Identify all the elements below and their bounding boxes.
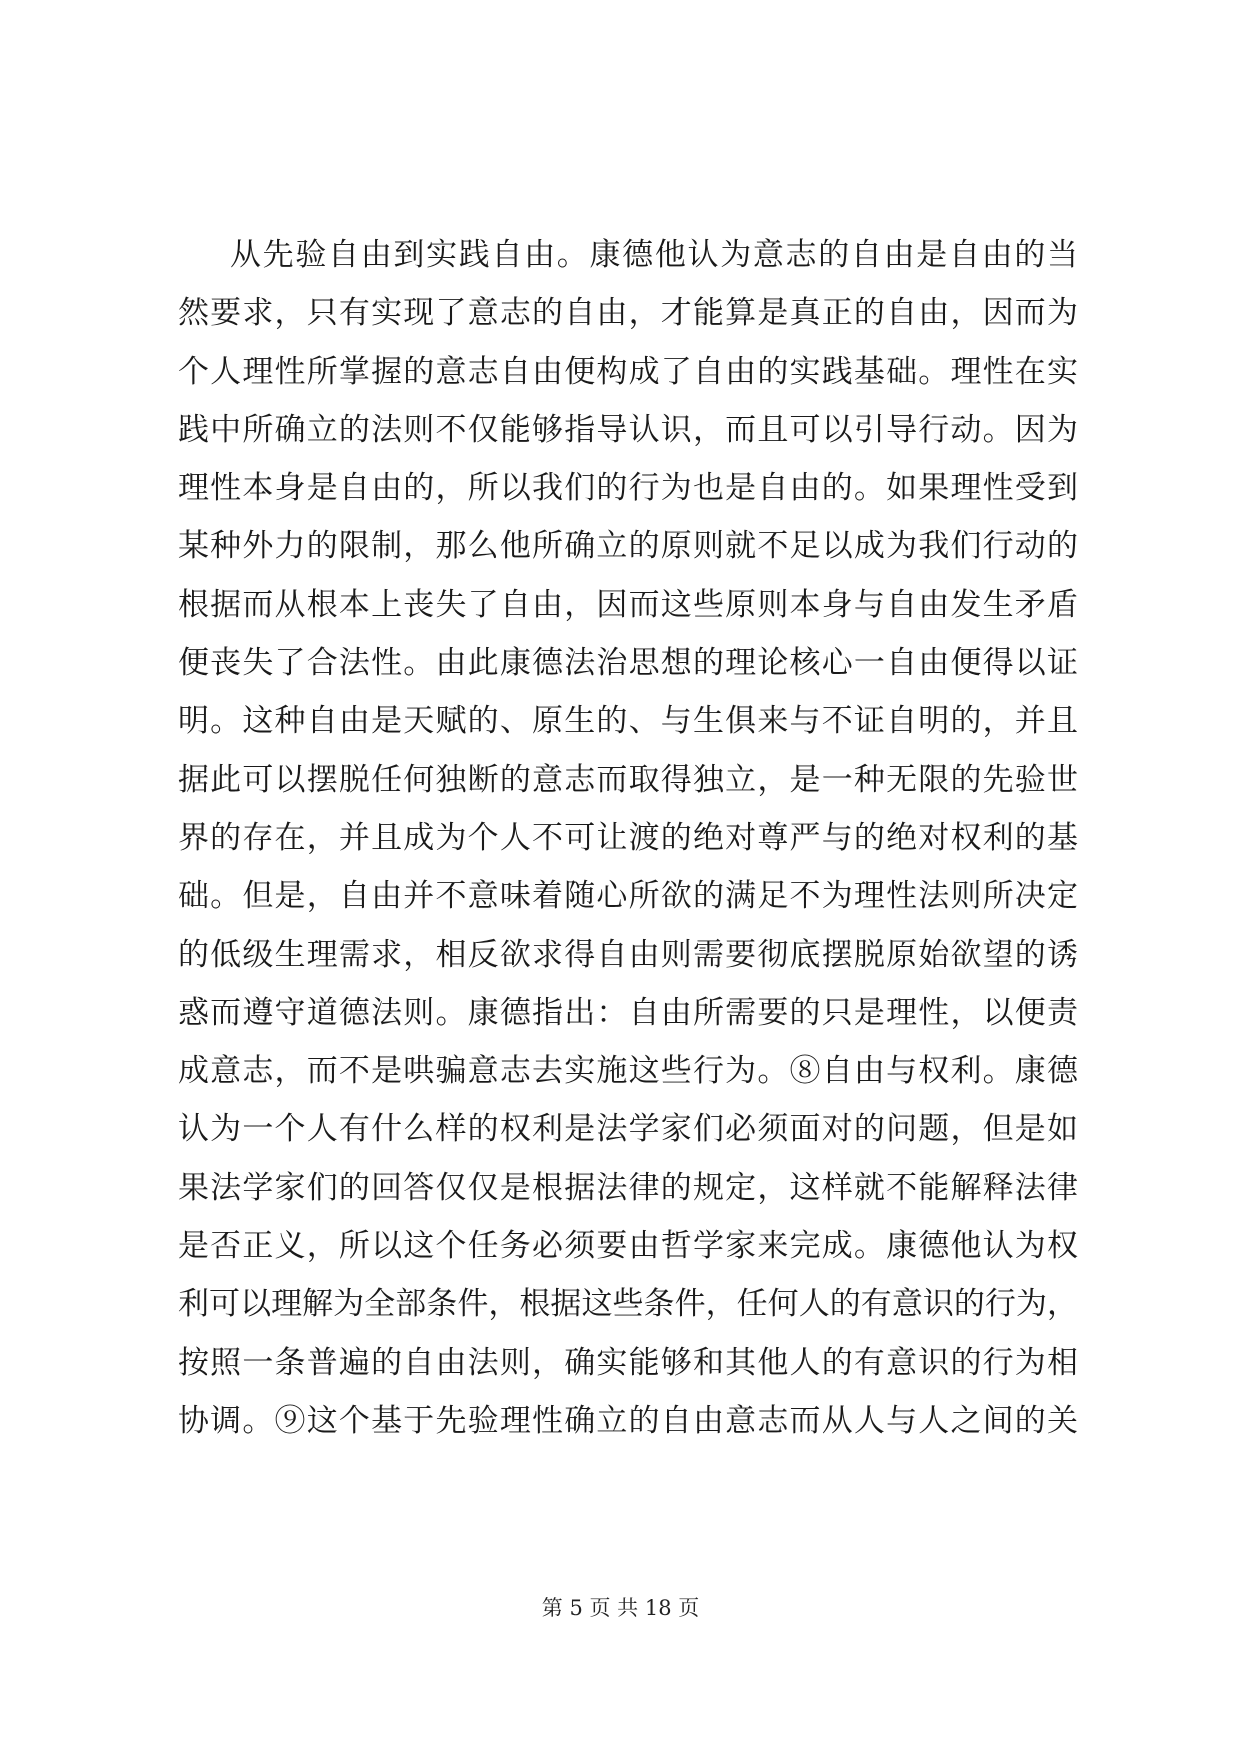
text-line: 按照一条普遍的自由法则，确实能够和其他人的有意识的行为相 [178,1344,1078,1381]
text-line: 个人理性所掌握的意志自由便构成了自由的实践基础。理性在实 [178,353,1078,390]
text-line: 认为一个人有什么样的权利是法学家们必须面对的问题，但是如 [178,1111,1078,1148]
text-line: 践中所确立的法则不仅能够指导认识，而且可以引导行动。因为 [178,411,1078,448]
text-line: 从先验自由到实践自由。康德他认为意志的自由是自由的当 [230,237,1078,273]
text-line: 明。这种自由是天赋的、原生的、与生俱来与不证自明的，并且 [178,703,1078,740]
text-line: 础。但是，自由并不意味着随心所欲的满足不为理性法则所决定 [178,878,1078,915]
text-line: 某种外力的限制，那么他所确立的原则就不足以成为我们行动的 [178,528,1078,565]
text-line: 理性本身是自由的，所以我们的行为也是自由的。如果理性受到 [178,470,1078,507]
text-line: 的低级生理需求，相反欲求得自由则需要彻底摆脱原始欲望的诱 [178,936,1078,973]
text-line: 果法学家们的回答仅仅是根据法律的规定，这样就不能解释法律 [178,1169,1078,1206]
text-line: 界的存在，并且成为个人不可让渡的绝对尊严与的绝对权利的基 [178,819,1078,856]
text-line: 利可以理解为全部条件，根据这些条件，任何人的有意识的行为， [178,1286,1078,1323]
text-line: 成意志，而不是哄骗意志去实施这些行为。⑧自由与权利。康德 [178,1053,1078,1090]
text-line: 然要求，只有实现了意志的自由，才能算是真正的自由，因而为 [178,295,1078,332]
text-line: 惑而遵守道德法则。康德指出：自由所需要的只是理性，以便责 [178,994,1078,1031]
text-line: 根据而从根本上丧失了自由，因而这些原则本身与自由发生矛盾 [178,586,1078,623]
body-paragraph [178,226,1078,1450]
text-line: 据此可以摆脱任何独断的意志而取得独立，是一种无限的先验世 [178,761,1078,798]
text-line: 便丧失了合法性。由此康德法治思想的理论核心一自由便得以证 [178,645,1078,682]
text-line: 是否正义，所以这个任务必须要由哲学家来完成。康德他认为权 [178,1228,1078,1265]
page-number-footer: 第 5 页 共 18 页 [541,1596,700,1620]
text-line: 协调。⑨这个基于先验理性确立的自由意志而从人与人之间的关 [178,1402,1078,1439]
